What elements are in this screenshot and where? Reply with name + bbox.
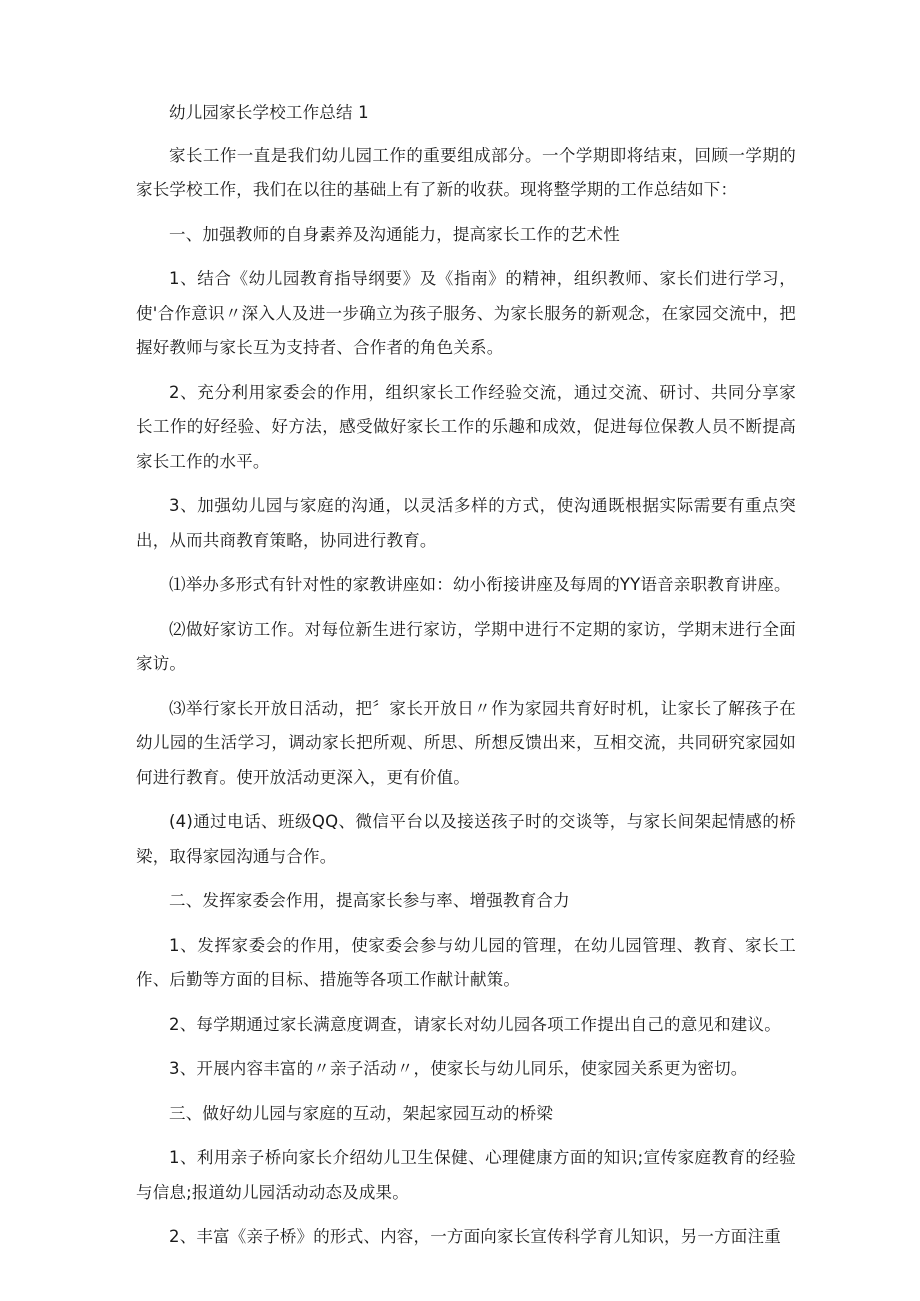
paragraph-1-2: 2、充分利用家委会的作用，组织家长工作经验交流，通过交流、研讨、共同分享家长工作的好经验、好方法，感受做好家长工作的乐趣和成效，促进每位保教人员不断提高家长工作的水平。 [136, 382, 796, 471]
section-heading-3: 三、做好幼儿园与家庭的互动，架起家园互动的桥梁 [169, 1103, 554, 1123]
paragraph-2-3: 3、开展内容丰富的〃亲子活动〃，使家长与幼儿同乐，使家园关系更为密切。 [169, 1059, 748, 1078]
list-item-3: ⑶举行家长开放日活动，把〞家长开放日〃作为家园共育好时机，让家长了解孩子在幼儿园的生活学习，调动家长把所观、所思、所想反馈出来，互相交流，共同研究家园如何进行教育。使开放活动更深入，更有价值。 [136, 698, 796, 787]
list-item-4: (4)通过电话、班级QQ、微信平台以及接送孩子时的交谈等，与家长间架起情感的桥梁，取得家园沟通与合作。 [136, 812, 796, 866]
paragraph-1-3: 3、加强幼儿园与家庭的沟通，以灵活多样的方式，使沟通既根据实际需要有重点突出，从而共商教育策略，协同进行教育。 [136, 496, 796, 550]
paragraph-3-2: 2、丰富《亲子桥》的形式、内容，一方面向家长宣传科学育儿知识，另一方面注重 [169, 1227, 781, 1246]
list-item-1: ⑴举办多形式有针对性的家教讲座如：幼小衔接讲座及每周的YY语音亲职教育讲座。 [169, 575, 791, 594]
paragraph-2-1: 1、发挥家委会的作用，使家委会参与幼儿园的管理，在幼儿园管理、教育、家长工作、后勤等方面的目标、措施等各项工作献计献策。 [136, 935, 796, 989]
paragraph-1-1: 1、结合《幼儿园教育指导纲要》及《指南》的精神，组织教师、家长们进行学习，使'合作意识〃深入人及进一步确立为孩子服务、为家长服务的新观念，在家园交流中，把握好教师与家长互为支持者、合作者的角色关系。 [136, 269, 796, 357]
section-heading-1: 一、加强教师的自身素养及沟通能力，提高家长工作的艺术性 [169, 224, 620, 244]
document-title: 幼儿园家长学校工作总结 1 [169, 103, 369, 122]
document-body [136, 96, 796, 1265]
paragraph-intro: 家长工作一直是我们幼儿园工作的重要组成部分。一个学期即将结束，回顾一学期的家长学校工作，我们在以往的基础上有了新的收获。现将整学期的工作总结如下： [136, 145, 796, 199]
paragraph-3-1: 1、利用亲子桥向家长介绍幼儿卫生保健、心理健康方面的知识;宣传家庭教育的经验与信息;报道幼儿园活动动态及成果。 [136, 1148, 796, 1202]
paragraph-2-2: 2、每学期通过家长满意度调查，请家长对幼儿园各项工作提出自己的意见和建议。 [169, 1014, 781, 1034]
section-heading-2: 二、发挥家委会作用，提高家长参与率、增强教育合力 [169, 891, 570, 910]
list-item-2: ⑵做好家访工作。对每位新生进行家访，学期中进行不定期的家访，学期末进行全面家访。 [136, 619, 796, 673]
